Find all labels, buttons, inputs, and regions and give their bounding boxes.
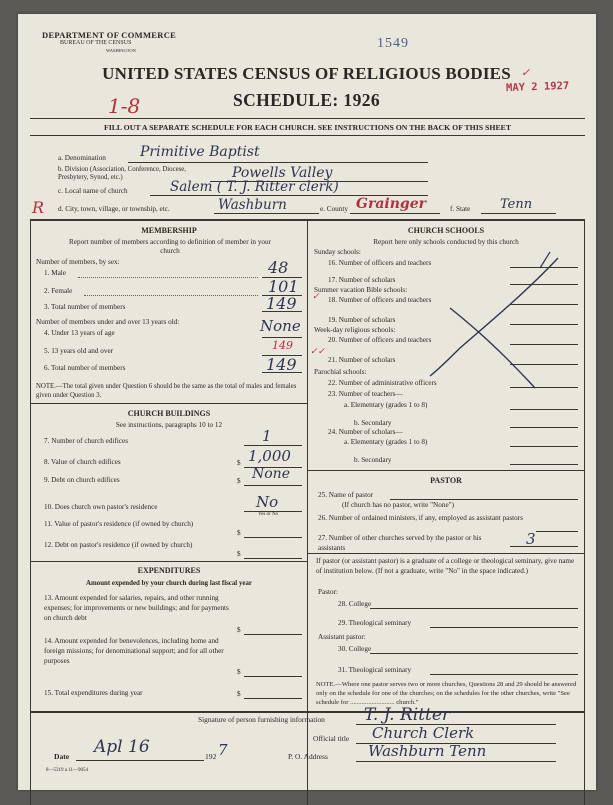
q14-answer-line bbox=[244, 676, 302, 677]
q24-label: 24. Number of scholars— bbox=[328, 428, 403, 436]
q21-check-icon: ✓✓ bbox=[310, 347, 326, 357]
q1-label: 1. Male bbox=[44, 269, 66, 277]
q7-answer-line bbox=[244, 445, 302, 446]
q1-value: 48 bbox=[268, 258, 289, 277]
county-line bbox=[350, 213, 440, 214]
city-line bbox=[214, 213, 319, 214]
year-value: 7 bbox=[218, 741, 228, 759]
po-address-label: P. O. Address bbox=[288, 752, 328, 761]
q28-answer-line bbox=[370, 608, 578, 609]
q10-label: 10. Does church own pastor's residence bbox=[44, 503, 158, 511]
q13-dollar: $ bbox=[237, 626, 241, 634]
instructions-banner: FILL OUT A SEPARATE SCHEDULE FOR EACH CHURCH. SEE INSTRUCTIONS ON THE BACK OF THIS SHEET bbox=[103, 123, 512, 132]
assistant-pastor-label: Assistant pastor: bbox=[318, 633, 366, 641]
q23-label: 23. Number of teachers— bbox=[328, 390, 403, 398]
q2-label: 2. Female bbox=[44, 287, 73, 295]
age-intro-label: Number of members under and over 13 years old: bbox=[36, 318, 180, 326]
members-by-sex-label: Number of members, by sex: bbox=[36, 258, 120, 266]
summer-schools-label: Summer vacation Bible schools: bbox=[314, 286, 408, 294]
q3-label: 3. Total number of members bbox=[44, 303, 126, 311]
denomination-label: a. Denomination bbox=[58, 154, 106, 162]
q7-label: 7. Number of church edifices bbox=[44, 437, 129, 445]
department-label: DEPARTMENT OF COMMERCE bbox=[42, 30, 177, 40]
pastor-note-text: NOTE.—Where one pastor serves two or more churches, Questions 28 and 29 should be answered only on the schedule for one of the churches; on the schedules for the other churches, write "See schedule for bbox=[316, 681, 577, 706]
q11-answer-line bbox=[244, 537, 302, 538]
q24b-label: b. Secondary bbox=[354, 456, 392, 464]
state-value: Tenn bbox=[500, 197, 533, 212]
q4-answer-line bbox=[262, 337, 302, 338]
membership-intro: Report number of members according to definition of member in your church bbox=[69, 238, 271, 255]
table-left-rule bbox=[30, 219, 31, 805]
q6-value: 149 bbox=[266, 355, 297, 374]
city-label: WASHINGTON bbox=[106, 48, 136, 53]
q11-dollar: $ bbox=[237, 529, 241, 537]
q3-value: 149 bbox=[266, 294, 297, 313]
signature-value: T. J. Ritter bbox=[364, 705, 451, 725]
city-town-label: d. City, town, village, or township, etc. bbox=[58, 205, 170, 213]
q9-answer-line bbox=[244, 485, 302, 486]
q12-label: 12. Debt on pastor's residence (if owned by church) bbox=[44, 541, 193, 549]
q27-label: 27. Number of other churches served by the pastor or his assistants bbox=[318, 534, 482, 552]
check-mark-icon: ✓ bbox=[521, 66, 531, 79]
q17-label: 17. Number of scholars bbox=[328, 276, 396, 284]
membership-note: NOTE.—The total given under Question 6 should be the same as the total of males and females given under Question 3. bbox=[36, 383, 297, 399]
q9-value: None bbox=[252, 466, 290, 482]
pastor-heading: PASTOR bbox=[430, 476, 462, 485]
q5-label: 5. 13 years old and over bbox=[44, 347, 114, 355]
q8-value: 1,000 bbox=[248, 447, 291, 465]
q2-leader bbox=[84, 287, 258, 296]
q9-dollar: $ bbox=[237, 477, 241, 485]
state-label: f. State bbox=[450, 205, 471, 213]
q26-answer-line bbox=[536, 531, 578, 532]
po-address-value: Washburn Tenn bbox=[368, 742, 487, 760]
q31-answer-line bbox=[430, 674, 578, 675]
q2-value: 101 bbox=[268, 277, 299, 296]
county-value: Grainger bbox=[356, 196, 426, 212]
q12-dollar: $ bbox=[237, 550, 241, 558]
city-value: Washburn bbox=[218, 197, 287, 213]
q21-label: 21. Number of scholars bbox=[328, 356, 396, 364]
q9-label: 9. Debt on church edifices bbox=[44, 476, 120, 484]
date-line bbox=[76, 760, 204, 761]
signature-label: Signature of person furnishing information bbox=[198, 715, 325, 724]
denomination-line bbox=[128, 162, 428, 163]
division-label: b. Division (Association, Conference, Diocese, Presbytery, Synod, etc.) bbox=[58, 166, 186, 181]
buildings-subheading: See instructions, paragraphs 10 to 12 bbox=[115, 421, 223, 429]
q4-value: None bbox=[260, 317, 301, 335]
q8-dollar: $ bbox=[237, 459, 241, 467]
q31-label: 31. Theological seminary bbox=[338, 666, 412, 674]
q15-dollar: $ bbox=[237, 690, 241, 698]
q16-label: 16. Number of officers and teachers bbox=[328, 259, 432, 267]
pastor-note-end: church." bbox=[396, 699, 419, 706]
local-name-label: c. Local name of church bbox=[58, 187, 128, 195]
serial-number: 1549 bbox=[377, 36, 409, 51]
q12-answer-line bbox=[244, 558, 302, 559]
parochial-schools-label: Parochial schools: bbox=[314, 368, 367, 376]
q29-answer-line bbox=[430, 627, 578, 628]
official-title-value: Church Clerk bbox=[372, 724, 475, 742]
date-value: Apl 16 bbox=[94, 737, 150, 757]
weekday-schools-label: Week-day religious schools: bbox=[314, 326, 396, 334]
q7-value: 1 bbox=[262, 427, 272, 445]
schedule-title: SCHEDULE: 1926 bbox=[232, 90, 381, 110]
q25-label: 25. Name of pastor bbox=[318, 491, 374, 499]
q14-label: 14. Amount expended for benevolences, including home and foreign missions; for denominational support; and for all other purposes bbox=[44, 637, 224, 665]
state-line bbox=[481, 213, 556, 214]
q20-label: 20. Number of officers and teachers bbox=[328, 336, 432, 344]
schools-crossout-icon bbox=[400, 248, 580, 398]
q8-label: 8. Value of church edifices bbox=[44, 458, 121, 466]
q25-hint: (If church has no pastor, write "None") bbox=[342, 501, 454, 509]
date-label: Date bbox=[54, 752, 70, 761]
year-prefix: 192 bbox=[205, 752, 217, 761]
expenditures-heading: EXPENDITURES bbox=[137, 566, 201, 575]
buildings-rule bbox=[30, 403, 307, 404]
q11-label: 11. Value of pastor's residence (if owned by church) bbox=[44, 520, 194, 528]
q23a-label: a. Elementary (grades 1 to 8) bbox=[344, 401, 428, 409]
schools-intro: Report here only schools conducted by this church bbox=[373, 238, 519, 246]
expenditures-intro: Amount expended by your church during last fiscal year bbox=[86, 580, 252, 587]
footer-print-code: 8—5319 a 11—9054 bbox=[46, 768, 89, 773]
county-label: e. County bbox=[320, 205, 348, 213]
local-name-value: Salem ( T. J. Ritter clerk) bbox=[170, 179, 339, 195]
q13-label: 13. Amount expended for salaries, repairs, and other running expenses; for improvements or new buildings; and for payments on church debt bbox=[44, 594, 229, 622]
rule-bottom bbox=[30, 135, 585, 136]
q15-answer-line bbox=[244, 698, 302, 699]
q24a-label: a. Elementary (grades 1 to 8) bbox=[344, 438, 428, 446]
denomination-value: Primitive Baptist bbox=[140, 144, 260, 160]
q10-value: No bbox=[256, 493, 279, 511]
q27-value: 3 bbox=[526, 530, 536, 548]
table-right-rule bbox=[584, 219, 585, 805]
po-address-line bbox=[356, 761, 556, 762]
margin-mark: R bbox=[32, 198, 45, 217]
q4-label: 4. Under 13 years of age bbox=[44, 329, 115, 337]
q30-answer-line bbox=[370, 653, 578, 654]
pastor-rule bbox=[307, 470, 585, 471]
q24a-answer-line bbox=[510, 446, 578, 447]
q19-label: 19. Number of scholars bbox=[328, 316, 396, 324]
q23a-answer-line bbox=[510, 409, 578, 410]
q18-label: 18. Number of officers and teachers bbox=[328, 296, 432, 304]
pastor-sub-label: Pastor: bbox=[318, 588, 338, 596]
q23b-label: b. Secondary bbox=[354, 419, 392, 427]
q22-label: 22. Number of administrative officers bbox=[328, 379, 437, 387]
q25-answer-line bbox=[390, 499, 578, 500]
pastor-note: NOTE.—Where one pastor serves two or more churches, Questions 28 and 29 should be answered only on the schedule for one of the churches; on the schedules for the other churches, write "See schedule for ........................... church." bbox=[316, 681, 577, 706]
q10-hint: Yes or No bbox=[258, 512, 279, 517]
q28-label: 28. College bbox=[338, 600, 372, 608]
q18-check-icon: ✓ bbox=[312, 292, 320, 302]
q29-label: 29. Theological seminary bbox=[338, 619, 412, 627]
q15-label: 15. Total expenditures during year bbox=[44, 689, 143, 697]
signature-rule bbox=[30, 711, 585, 713]
q26-label: 26. Number of ordained ministers, if any, employed as assistant pastors bbox=[318, 514, 523, 522]
division-value: Powells Valley bbox=[232, 165, 333, 181]
q5-value: 149 bbox=[272, 339, 293, 352]
q27-answer-line bbox=[510, 546, 578, 547]
bureau-label: BUREAU OF THE CENSUS bbox=[60, 40, 132, 46]
schools-heading: CHURCH SCHOOLS bbox=[407, 226, 485, 235]
q24b-answer-line bbox=[510, 464, 578, 465]
rule-top bbox=[30, 118, 585, 119]
sunday-schools-label: Sunday schools: bbox=[314, 248, 361, 256]
q14-dollar: $ bbox=[237, 668, 241, 676]
expenditures-rule bbox=[30, 561, 307, 562]
graduate-note: If pastor (or assistant pastor) is a graduate of a college or theological seminary, give name of institution below. (If not a graduate, write "No" in the space indicated.) bbox=[316, 557, 575, 575]
membership-heading: MEMBERSHIP bbox=[141, 226, 197, 235]
received-date-stamp: MAY 2 1927 bbox=[505, 79, 570, 95]
handwritten-mark: 1-8 bbox=[108, 94, 141, 118]
q30-label: 30. College bbox=[338, 645, 372, 653]
buildings-heading: CHURCH BUILDINGS bbox=[127, 409, 211, 418]
q6-label: 6. Total number of members bbox=[44, 364, 126, 372]
official-title-label: Official title bbox=[313, 734, 350, 743]
q1-leader bbox=[78, 269, 258, 278]
q23b-answer-line bbox=[510, 427, 578, 428]
graduate-rule bbox=[307, 553, 585, 554]
form-title: UNITED STATES CENSUS OF RELIGIOUS BODIES bbox=[102, 64, 511, 83]
q13-answer-line bbox=[244, 634, 302, 635]
